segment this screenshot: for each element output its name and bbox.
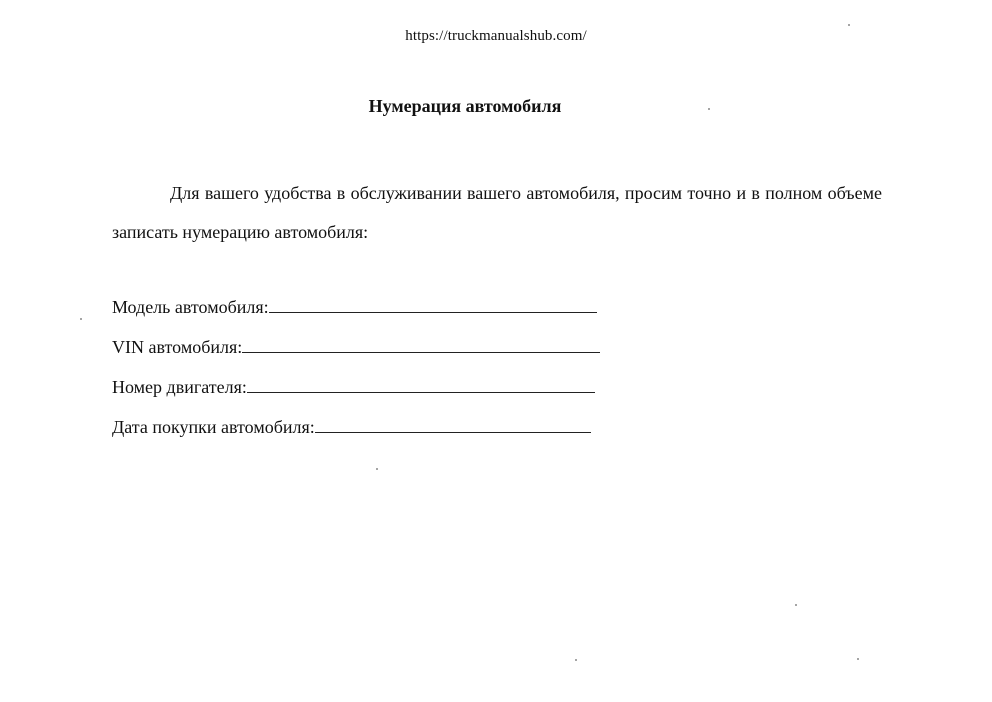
fill-in-line-engine-number xyxy=(247,391,595,393)
scan-speck xyxy=(575,659,577,661)
form-field-engine-number xyxy=(112,374,595,398)
intro-paragraph: Для вашего удобства в обслуживании вашего автомобиля, просим точно и в полном объеме записать нумерацию автомобиля: xyxy=(112,183,882,242)
field-label-vin: VIN автомобиля: xyxy=(112,337,243,357)
scan-speck xyxy=(80,318,82,320)
fill-in-line-car-model xyxy=(269,311,597,313)
field-label-engine-number: Номер двигателя: xyxy=(112,377,247,397)
field-label-purchase-date: Дата покупки автомобиля: xyxy=(112,417,315,437)
scan-speck xyxy=(708,108,710,110)
scan-speck xyxy=(848,24,850,26)
fill-in-line-vin xyxy=(242,351,600,353)
field-label-car-model: Модель автомобиля: xyxy=(112,297,269,317)
scan-speck xyxy=(795,604,797,606)
scan-speck xyxy=(376,468,378,470)
form-field-purchase-date xyxy=(112,414,591,438)
fill-in-line-purchase-date xyxy=(315,431,591,433)
source-url: https://truckmanualshub.com/ xyxy=(405,28,587,44)
form-field-vin xyxy=(112,334,600,358)
page-title: Нумерация автомобиля xyxy=(368,96,562,116)
scan-speck xyxy=(857,658,859,660)
form-field-car-model xyxy=(112,294,597,318)
